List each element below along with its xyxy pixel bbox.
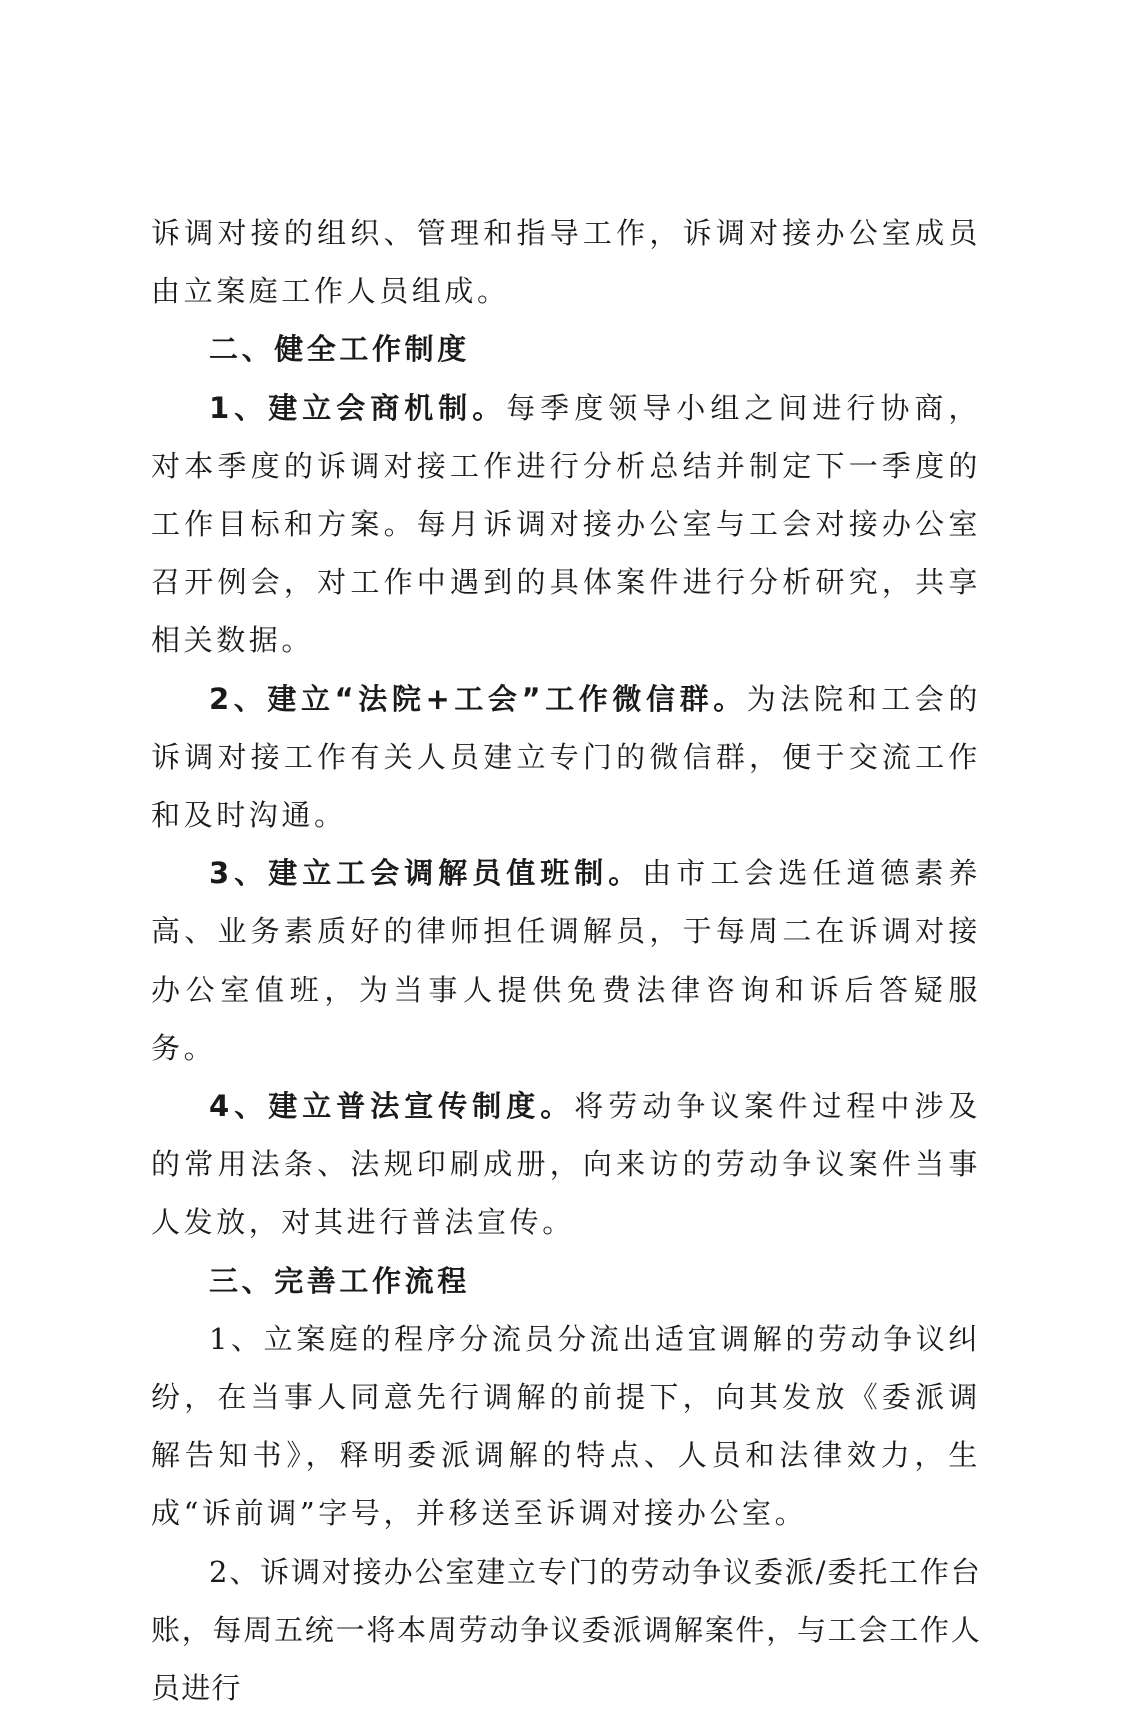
paragraph-item-3 xyxy=(151,844,981,1077)
item-lead-3: 3、建立工会调解员值班制。 xyxy=(209,856,643,891)
section-heading-2: 二、健全工作制度 xyxy=(209,332,470,367)
paragraph-step-2: 2、诉调对接办公室建立专门的劳动争议委派/委托工作台账，每周五统一将本周劳动争议委派调解案件，与工会工作人员进行 xyxy=(151,1554,981,1706)
item-body-1: 每季度领导小组之间进行协商，对本季度的诉调对接工作进行分析总结并制定下一季度的工作目标和方案。每月诉调对接办公室与工会对接办公室召开例会，对工作中遇到的具体案件进行分析研究，共享相关数据。 xyxy=(151,390,981,658)
item-lead-2: 2、建立“法院+工会”工作微信群。 xyxy=(209,681,747,716)
document-page xyxy=(151,204,981,1717)
item-lead-1: 1、建立会商机制。 xyxy=(209,390,507,425)
paragraph-continuation: 诉调对接的组织、管理和指导工作，诉调对接办公室成员由立案庭工作人员组成。 xyxy=(151,216,981,309)
paragraph-item-1 xyxy=(151,379,981,670)
item-body-4: 将劳动争议案件过程中涉及的常用法条、法规印刷成册，向来访的劳动争议案件当事人发放，对其进行普法宣传。 xyxy=(151,1089,982,1240)
item-body-3: 由市工会选任道德素养高、业务素质好的律师担任调解员，于每周二在诉调对接办公室值班，为当事人提供免费法律咨询和诉后答疑服务。 xyxy=(151,856,981,1065)
paragraph-item-2 xyxy=(151,670,981,845)
item-lead-4: 4、建立普法宣传制度。 xyxy=(209,1089,575,1124)
paragraph-step-1: 1、立案庭的程序分流员分流出适宜调解的劳动争议纠纷，在当事人同意先行调解的前提下，向其发放《委派调解告知书》，释明委派调解的特点、人员和法律效力，生成“诉前调”字号，并移送至诉调对接办公室。 xyxy=(151,1321,981,1531)
section-heading-3: 三、完善工作流程 xyxy=(209,1263,470,1298)
item-body-2: 为法院和工会的诉调对接工作有关人员建立专门的微信群，便于交流工作和及时沟通。 xyxy=(151,681,981,833)
paragraph-item-4 xyxy=(151,1077,981,1252)
